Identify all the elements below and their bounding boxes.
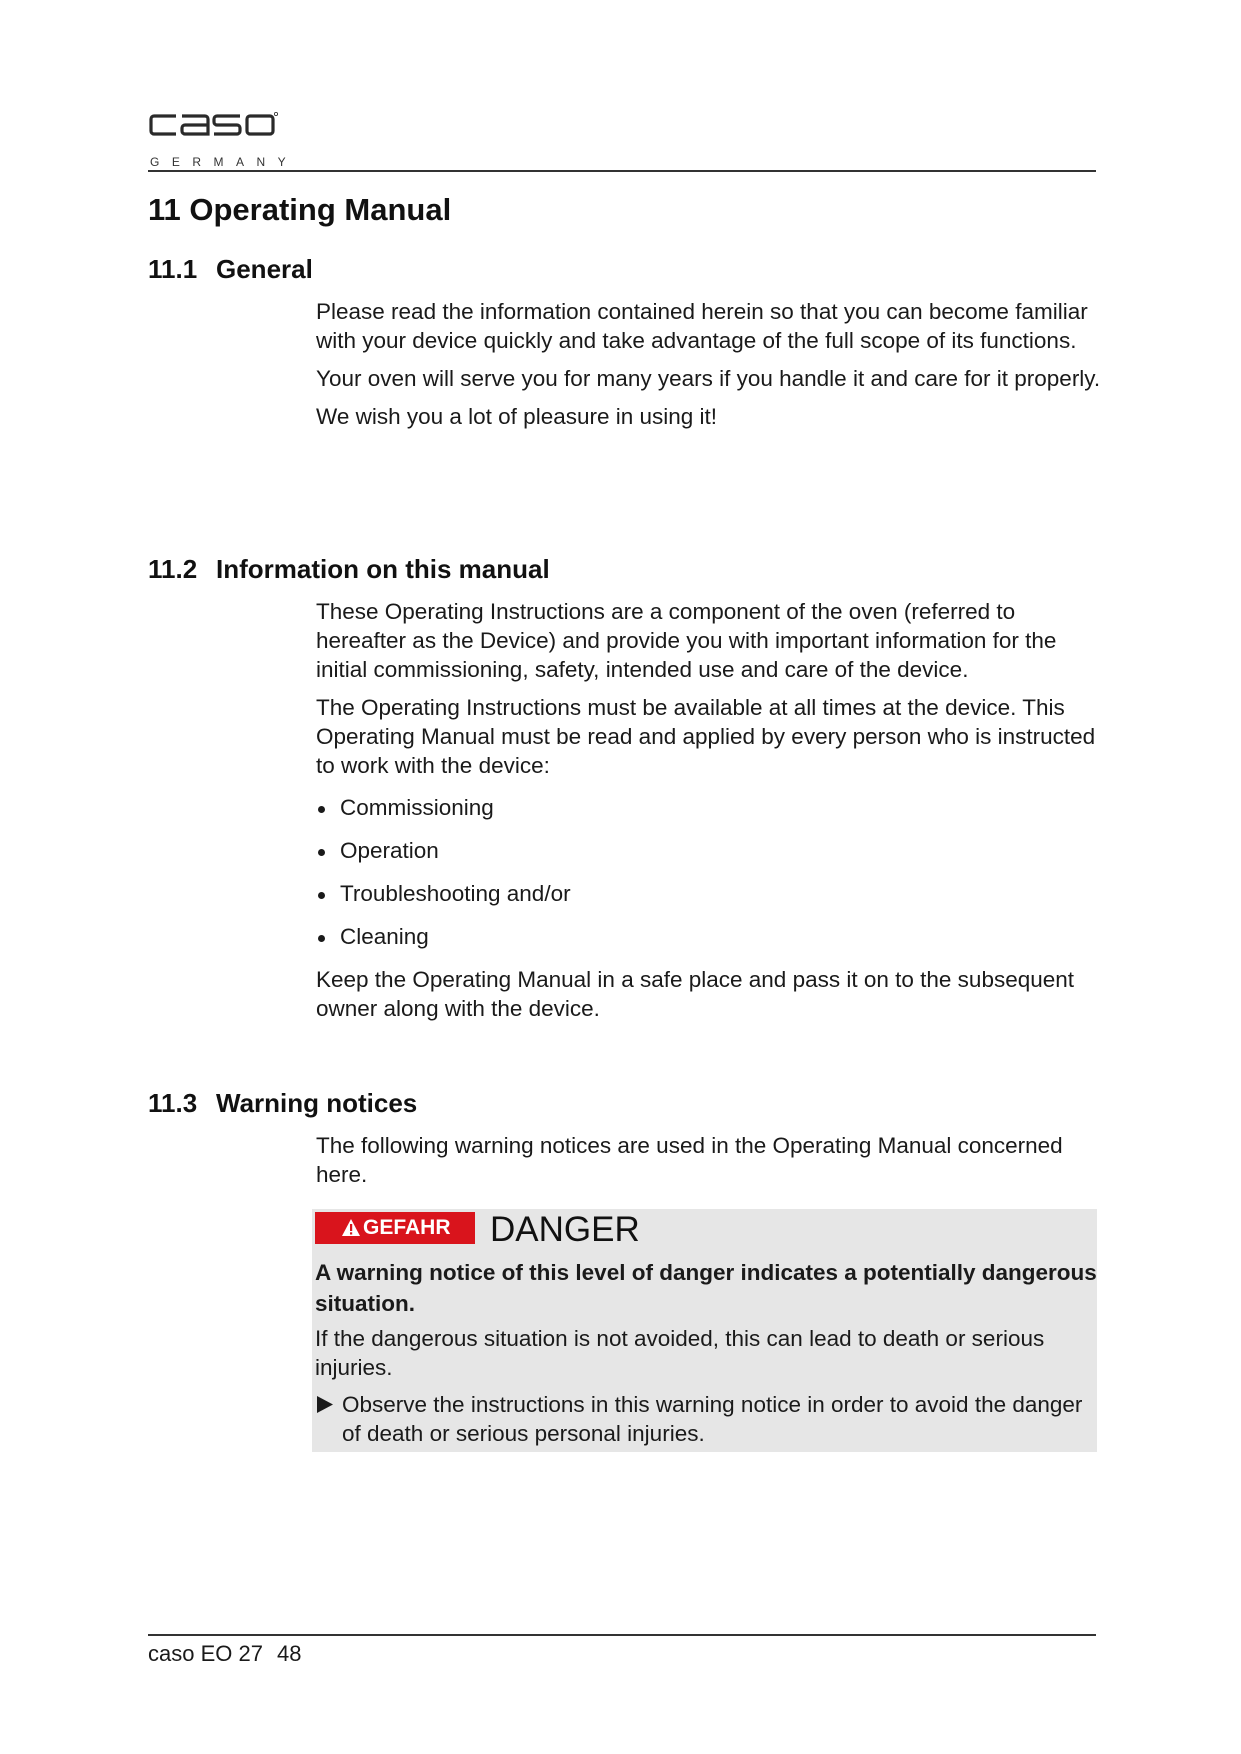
list-item bbox=[316, 879, 1101, 922]
bullet-icon bbox=[318, 935, 325, 942]
footer-model: caso EO 27 bbox=[148, 1641, 263, 1666]
list-item bbox=[316, 836, 1101, 879]
header-divider bbox=[148, 170, 1096, 172]
warning-content bbox=[315, 1257, 1097, 1448]
section-body-information bbox=[316, 597, 1101, 1023]
section-title: Warning notices bbox=[216, 1088, 418, 1118]
bullet-icon bbox=[318, 892, 325, 899]
paragraph: The Operating Instructions must be available at all times at the device. This Operating Manual must be read and applied by every person who is instructed to work with the device: bbox=[316, 695, 1096, 778]
paragraph: The following warning notices are used in the Operating Manual concerned here. bbox=[316, 1133, 1063, 1187]
page-number: 48 bbox=[276, 1641, 302, 1666]
section-number: 11.3 bbox=[148, 1088, 198, 1118]
section-heading-information bbox=[148, 554, 550, 585]
list-item bbox=[316, 793, 1101, 836]
paragraph: We wish you a lot of pleasure in using it! bbox=[316, 404, 718, 429]
list-item bbox=[316, 922, 1101, 965]
section-number: 11.1 bbox=[148, 254, 198, 284]
danger-warning-box bbox=[312, 1209, 1097, 1452]
chapter-title: 11 Operating Manual bbox=[148, 192, 452, 227]
warning-triangle-icon bbox=[341, 1218, 361, 1237]
bullet-icon bbox=[318, 849, 325, 856]
section-heading-warnings bbox=[148, 1088, 417, 1119]
warning-instruction bbox=[315, 1390, 1097, 1448]
list-item-text: Operation bbox=[340, 838, 439, 863]
section-title: General bbox=[216, 254, 313, 284]
bullet-list bbox=[316, 793, 1101, 965]
warning-instruction-text: Observe the instructions in this warning notice in order to avoid the danger of death or serious personal injuries. bbox=[342, 1392, 1083, 1446]
page-footer bbox=[148, 1641, 301, 1667]
danger-title: DANGER bbox=[490, 1210, 640, 1249]
list-item-text: Cleaning bbox=[340, 924, 429, 949]
footer-divider bbox=[148, 1634, 1096, 1636]
paragraph: Your oven will serve you for many years if you handle it and care for it properly. bbox=[316, 366, 1101, 391]
bullet-icon bbox=[318, 806, 325, 813]
paragraph: Please read the information contained herein so that you can become familiar with your device quickly and take advantage of the full scope of its functions. bbox=[316, 299, 1088, 353]
list-item-text: Commissioning bbox=[340, 795, 494, 820]
gefahr-label: GEFAHR bbox=[363, 1216, 451, 1239]
paragraph: Keep the Operating Manual in a safe place and pass it on to the subsequent owner along with the device. bbox=[316, 967, 1075, 1021]
section-title: Information on this manual bbox=[216, 554, 550, 584]
section-number: 11.2 bbox=[148, 554, 198, 584]
section-body-general bbox=[316, 297, 1101, 431]
arrow-right-icon bbox=[315, 1390, 335, 1419]
caso-logo-mark bbox=[148, 108, 278, 144]
warning-bold-text: A warning notice of this level of danger indicates a potentially dangerous situation. bbox=[315, 1260, 1097, 1316]
section-heading-general bbox=[148, 254, 313, 285]
list-item-text: Troubleshooting and/or bbox=[340, 881, 571, 906]
section-body-warnings bbox=[316, 1131, 1101, 1189]
gefahr-badge bbox=[315, 1212, 475, 1244]
logo-subtitle: GERMANY bbox=[150, 155, 299, 169]
paragraph: These Operating Instructions are a component of the oven (referred to hereafter as the Device) and provide you with important information for the initial commissioning, safety, intended use and care of the device. bbox=[316, 599, 1057, 682]
warning-text: If the dangerous situation is not avoided, this can lead to death or serious injuries. bbox=[315, 1326, 1045, 1380]
